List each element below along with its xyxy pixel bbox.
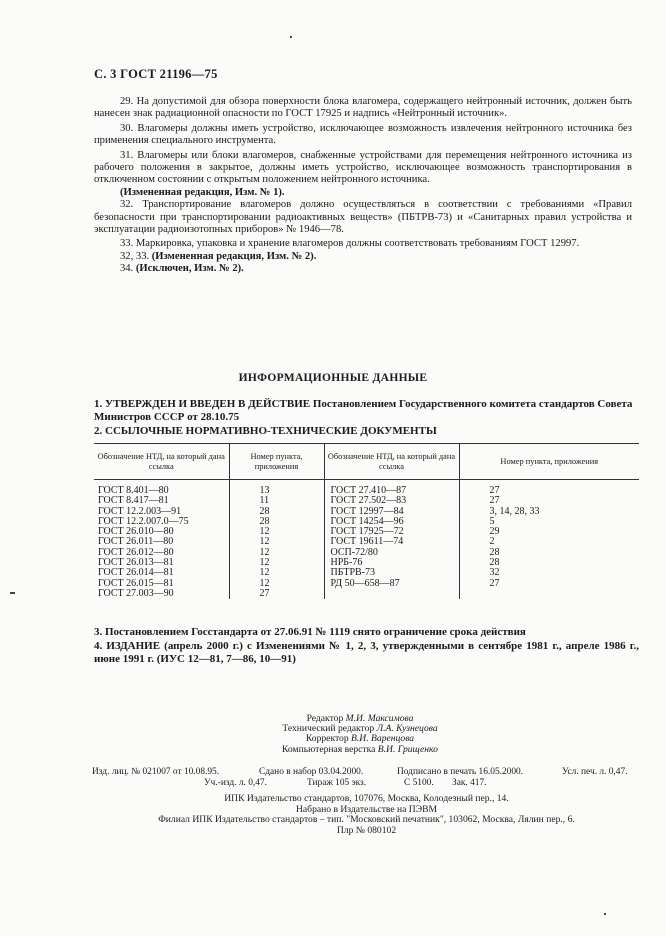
imprint-set-date: Сдано в набор 03.04.2000.: [259, 767, 364, 777]
scan-speck: [10, 592, 15, 594]
paragraph-31: 31. Влагомеры или блоки влагомеров, снабженные устройствами для перемещения нейтронного источника из рабочего положения в закрытое, должны иметь устройство, исключающее возможность транспортирования в отключенном состоянии с открытым положением нейтронного источника.: [94, 149, 632, 186]
paragraph-34: 34. (Исключен, Изм. № 2).: [120, 263, 244, 275]
paragraph-29: 29. На допустимой для обзора поверхности блока влагомера, содержащего нейтронный источник, должен быть нанесен знак радиационной опасности по ГОСТ 17925 и надпись «Нейтронный источник».: [94, 96, 632, 120]
paragraph-30: 30. Влагомеры должны иметь устройство, исключающее возможность извлечения нейтронного источника без применения специального инструмента.: [94, 122, 632, 147]
credits: [250, 714, 470, 755]
left-docs: ГОСТ 8.401—80 ГОСТ 8.417—81 ГОСТ 12.2.003—91 ГОСТ 12.2.007.0—75 ГОСТ 26.010—80 ГОСТ 26.011—80 ГОСТ 26.012—80 ГОСТ 26.013—81 ГОСТ 26.014—81 ГОСТ 26.015—81 ГОСТ 27.003—90: [98, 485, 189, 599]
body-text: [94, 96, 632, 276]
imprint-license: Изд. лиц. № 021007 от 10.08.95.: [92, 767, 220, 777]
footer-line-1: ИПК Издательство стандартов, 107076, Москва, Колодезный пер., 14.: [224, 793, 509, 804]
page-header: С. 3 ГОСТ 21196—75: [94, 67, 218, 81]
col-header-ref-right: Номер пункта, приложения: [459, 444, 639, 480]
section-2: 2. ССЫЛОЧНЫЕ НОРМАТИВНО-ТЕХНИЧЕСКИЕ ДОКУМЕНТЫ: [94, 425, 437, 437]
scan-speck: [604, 913, 606, 915]
credit-corrector: Корректор В.И. Варенцова: [305, 733, 415, 745]
paragraph-33: 33. Маркировка, упаковка и хранение влагомеров должны соответствовать требованиям ГОСТ 12997.: [120, 238, 580, 250]
left-refs: 13 11 28 28 12 12 12 12 12 12 27: [229, 480, 324, 600]
imprint-print-date: Подписано в печать 16.05.2000.: [397, 767, 524, 777]
imprint-edition-sheets: Уч.-изд. л. 0,47.: [204, 778, 267, 788]
imprint-order: Зак. 417.: [452, 778, 487, 788]
footer-line-4: Плр № 080102: [336, 824, 397, 836]
imprint-print-sheets: Усл. печ. л. 0,47.: [562, 767, 628, 777]
credit-tech-editor: Технический редактор Л.А. Кузнецова: [282, 723, 438, 735]
imprint-circulation: Тираж 105 экз.: [307, 778, 367, 788]
section-4: 4. ИЗДАНИЕ (апрель 2000 г.) с Изменениями № 1, 2, 3, утвержденными в сентябре 1981 г., апреле 1986 г., июне 1991 г. (ИУС 12—81, 7—86, 10—91): [94, 640, 640, 665]
section-3: 3. Постановлением Госстандарта от 27.06.91 № 1119 снято ограничение срока действия: [94, 626, 526, 638]
scan-speck: [290, 36, 292, 38]
references-table: [94, 443, 639, 613]
paragraph-32: 32. Транспортирование влагомеров должно осуществляться в соответствии с требованиями «Правил безопасности при транспортировании радиоактивных веществ» (ПБТРВ-73) и «Санитарных правил устройства и эксплуатации радиоизотопных приборов» № 1946—78.: [94, 199, 632, 236]
col-header-ref-left: Номер пункта, приложения: [229, 444, 324, 480]
right-docs: ГОСТ 27.410—87 ГОСТ 27.502—83 ГОСТ 12997—84 ГОСТ 14254—96 ГОСТ 17925—72 ГОСТ 19611—74 ОСП-72/80 НРБ-76 ПБТРВ-73 РД 50—658—87: [324, 480, 459, 600]
imprint: [92, 767, 640, 789]
publisher-footer: [94, 794, 639, 836]
col-header-doc-right: Обозначение НТД, на который дана ссылка: [324, 444, 459, 480]
section-1: 1. УТВЕРЖДЕН И ВВЕДЕН В ДЕЙСТВИЕ Постановлением Государственного комитета стандартов Совета Министров СССР от 28.10.75: [94, 398, 633, 423]
right-refs: 27 27 3, 14, 28, 33 5 29 2 28 28 32 27: [459, 480, 639, 600]
credit-editor: Редактор М.И. Максимова: [306, 713, 414, 724]
info-title: ИНФОРМАЦИОННЫЕ ДАННЫЕ: [238, 372, 428, 384]
credit-layout: Компьютерная верстка В.И. Грищенко: [282, 743, 438, 755]
paragraph-31-amendment: (Измененная редакция, Изм. № 1).: [120, 186, 285, 198]
footer-line-3: Филиал ИПК Издательство стандартов – тип. "Московский печатник", 103062, Москва, Лялин пер., 6.: [158, 814, 575, 826]
footer-line-2: Набрано в Издательстве на ПЭВМ: [296, 803, 437, 815]
col-header-doc-left: Обозначение НТД, на который дана ссылка: [94, 444, 229, 480]
imprint-code: С 5100.: [404, 778, 434, 788]
paragraph-32-33-amendment: 32, 33. (Измененная редакция, Изм. № 2).: [120, 250, 317, 262]
